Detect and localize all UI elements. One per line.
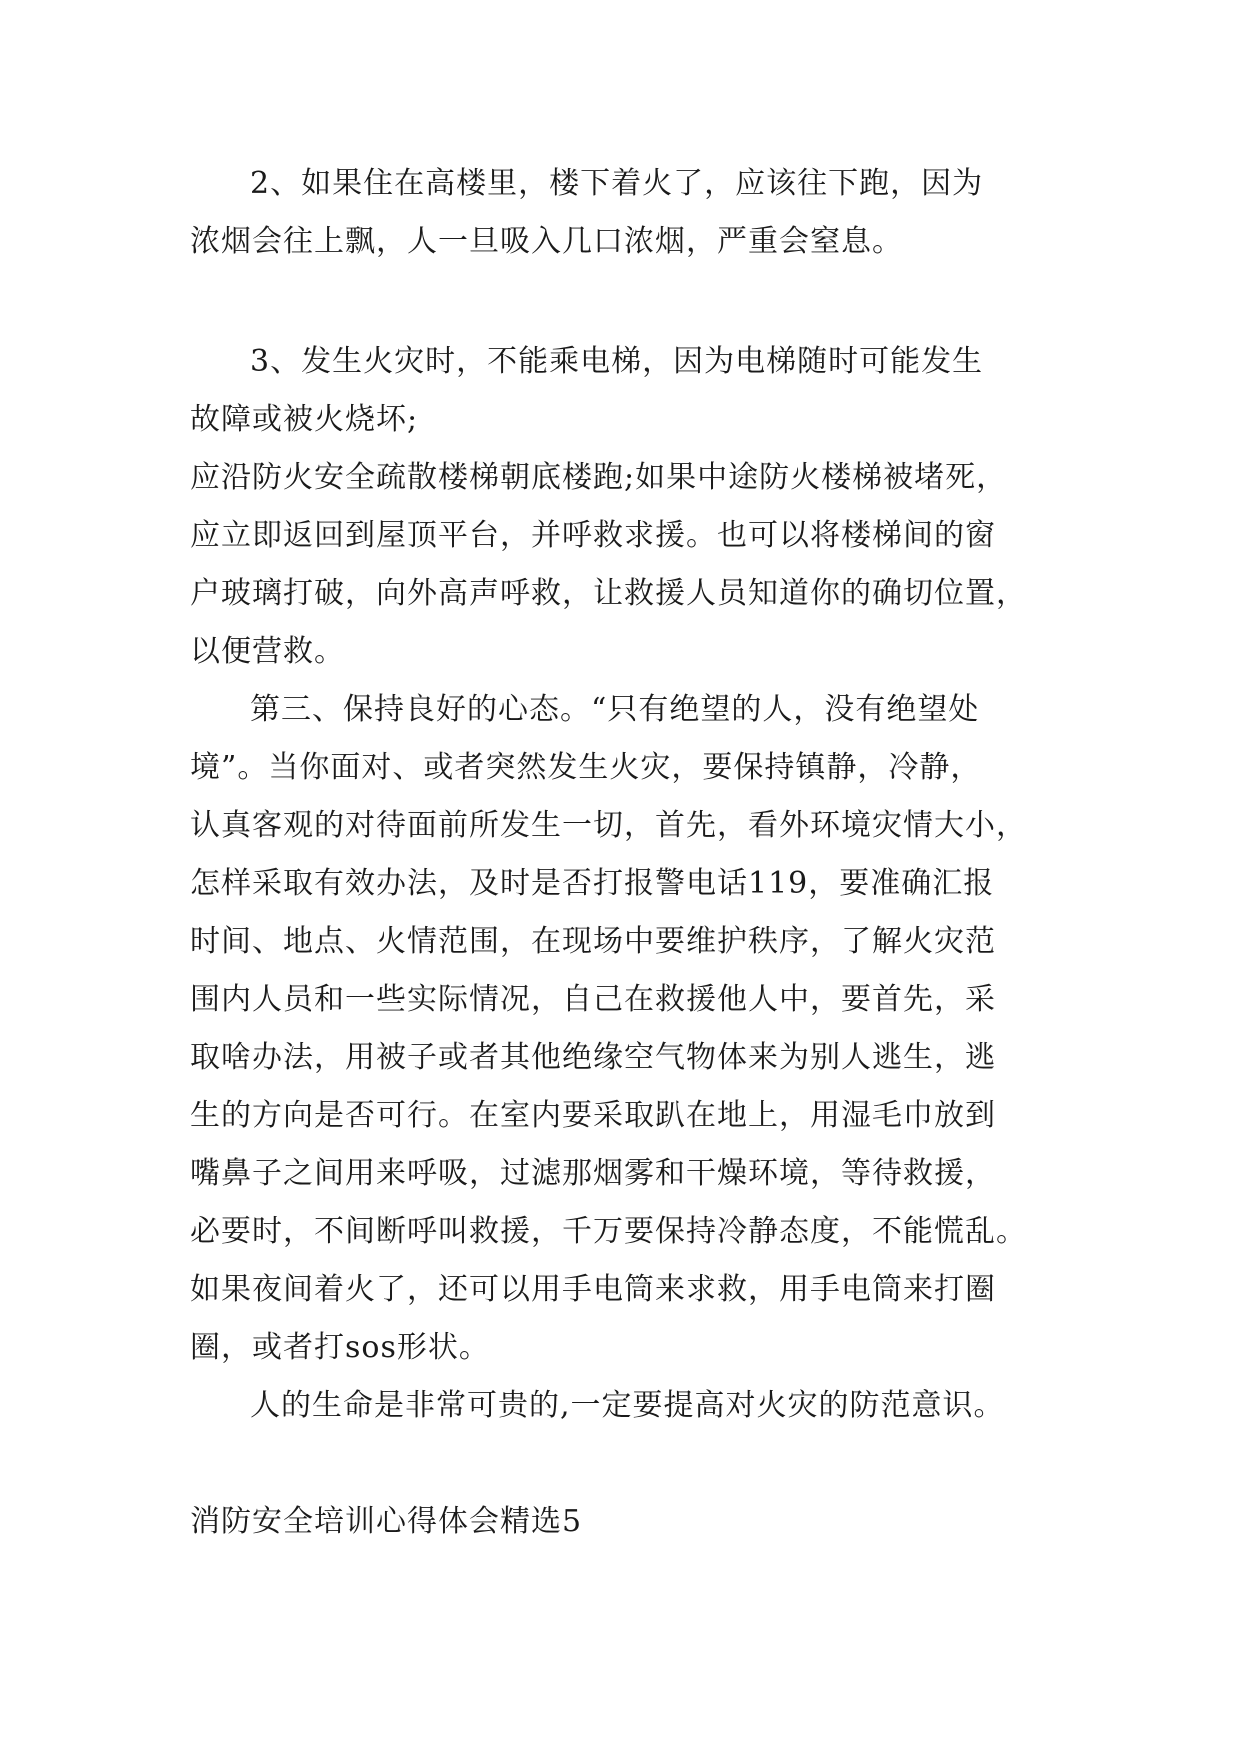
paragraph-line: 必要时，不间断呼叫救援，千万要保持冷静态度，不能慌乱。 — [190, 1214, 1027, 1249]
paragraph-line: 故障或被火烧坏; — [190, 402, 419, 437]
paragraph-line: 应沿防火安全疏散楼梯朝底楼跑;如果中途防火楼梯被堵死， — [190, 460, 1008, 495]
paragraph-line: 认真客观的对待面前所发生一切，首先，看外环境灾情大小， — [190, 808, 1027, 843]
paragraph-line: 3、发生火灾时，不能乘电梯，因为电梯随时可能发生 — [250, 344, 984, 379]
paragraph-line: 以便营救。 — [190, 634, 345, 669]
paragraph-line: 浓烟会往上飘，人一旦吸入几口浓烟，严重会窒息。 — [190, 224, 903, 259]
paragraph-line: 围内人员和一些实际情况，自己在救援他人中，要首先，采 — [190, 982, 996, 1017]
paragraph-line: 取啥办法，用被子或者其他绝缘空气物体来为别人逃生，逃 — [190, 1040, 996, 1075]
paragraph-line: 应立即返回到屋顶平台，并呼救求援。也可以将楼梯间的窗 — [190, 518, 996, 553]
paragraph-line: 圈，或者打sos形状。 — [190, 1330, 490, 1365]
paragraph-line: 时间、地点、火情范围，在现场中要维护秩序，了解火灾范 — [190, 924, 996, 959]
paragraph-line: 2、如果住在高楼里，楼下着火了，应该往下跑，因为 — [250, 166, 984, 201]
paragraph-line: 第三、保持良好的心态。“只有绝望的人，没有绝望处 — [250, 692, 980, 727]
paragraph-line: 怎样采取有效办法，及时是否打报警电话119，要准确汇报 — [190, 866, 995, 901]
paragraph-line: 人的生命是非常可贵的,一定要提高对火灾的防范意识。 — [250, 1388, 1005, 1423]
paragraph-line: 生的方向是否可行。在室内要采取趴在地上，用湿毛巾放到 — [190, 1098, 996, 1133]
paragraph-line: 如果夜间着火了，还可以用手电筒来求救，用手电筒来打圈 — [190, 1272, 996, 1307]
section-heading: 消防安全培训心得体会精选5 — [190, 1504, 583, 1539]
paragraph-line: 境”。当你面对、或者突然发生火灾，要保持镇静，冷静， — [190, 750, 982, 785]
paragraph-line: 户玻璃打破，向外高声呼救，让救援人员知道你的确切位置， — [190, 576, 1027, 611]
paragraph-line: 嘴鼻子之间用来呼吸，过滤那烟雾和干燥环境，等待救援， — [190, 1156, 996, 1191]
